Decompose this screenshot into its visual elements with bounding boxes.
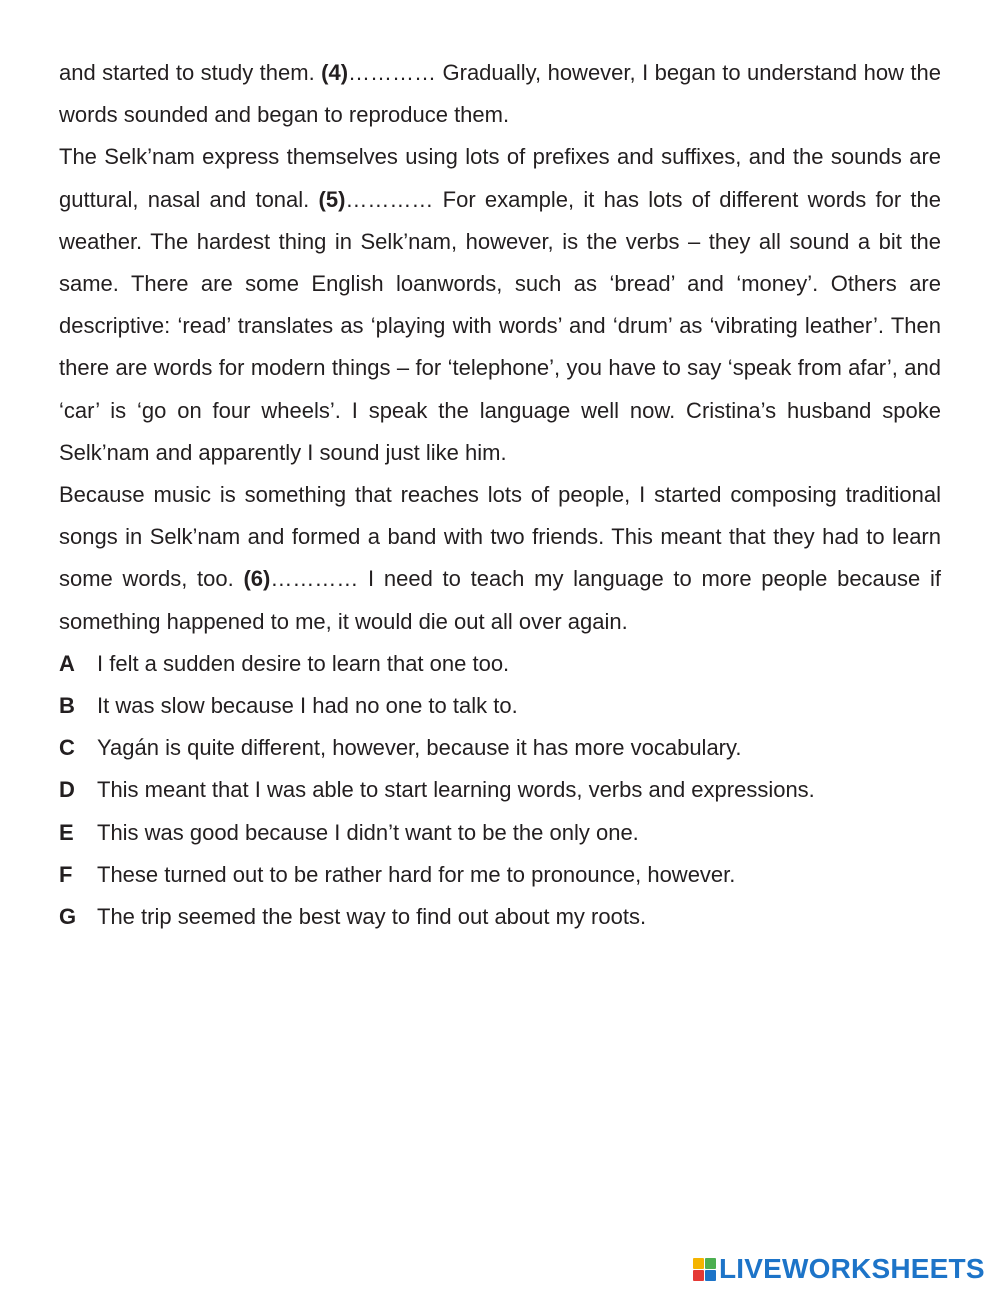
option-letter: D bbox=[59, 777, 75, 803]
logo-block-red bbox=[693, 1270, 704, 1281]
option-text: This was good because I didn’t want to be the only one. bbox=[97, 819, 639, 845]
paragraph-text-after: Gradually, however, I began to understand how the words sounded and began to reproduce them. bbox=[59, 60, 941, 128]
option-letter: E bbox=[59, 819, 74, 845]
option-letter: B bbox=[59, 693, 75, 719]
logo-block-yellow bbox=[693, 1258, 704, 1269]
option-text: The trip seemed the best way to find out about my roots. bbox=[97, 903, 647, 929]
paragraph-text-before: and started to study them. bbox=[59, 60, 315, 85]
option-g bbox=[59, 896, 941, 938]
option-b bbox=[59, 685, 941, 727]
option-text: These turned out to be rather hard for me to pronounce, however. bbox=[97, 861, 736, 887]
logo-blocks-icon bbox=[693, 1258, 716, 1281]
paragraph-text-before: The Selk’nam express themselves using lots of prefixes and suffixes, and the sounds are guttural, nasal and tonal. bbox=[59, 144, 941, 212]
option-letter: G bbox=[59, 903, 77, 929]
option-letter: A bbox=[59, 650, 75, 676]
gap-label-4: (4) bbox=[321, 60, 349, 85]
option-e bbox=[59, 812, 941, 854]
paragraph-4 bbox=[59, 52, 941, 136]
gap-blank-5[interactable]: ………… bbox=[345, 186, 434, 212]
answer-options-list bbox=[59, 643, 941, 938]
option-text: This meant that I was able to start learning words, verbs and expressions. bbox=[97, 777, 815, 803]
logo-block-green bbox=[705, 1258, 716, 1269]
paragraph-6 bbox=[59, 474, 941, 643]
paragraph-text-before: Because music is something that reaches lots of people, I started composing traditional songs in Selk’nam and formed a band with two friends. This meant that they had to learn some words, too. bbox=[59, 482, 941, 592]
gap-label-5: (5) bbox=[318, 186, 346, 212]
logo-text: LIVEWORKSHEETS bbox=[719, 1253, 985, 1284]
option-text: It was slow because I had no one to talk to. bbox=[97, 693, 518, 719]
option-d bbox=[59, 769, 941, 811]
option-letter: C bbox=[59, 735, 75, 761]
paragraph-text-after: I need to teach my language to more people because if something happened to me, it would die out all over again. bbox=[59, 566, 941, 634]
paragraph-text-after: For example, it has lots of different words for the weather. The hardest thing in Selk’nam, however, is the verbs – they all sound a bit the same. There are some English loanwords, such as ‘bread’ and ‘money’. Others are descriptive: ‘read’ translates as ‘playing with words’ and ‘drum’ as ‘vibrating leather’. Then there are words for modern things – for ‘telephone’, you have to say ‘speak from afar’, and ‘car’ is ‘go on four wheels’. I speak the language well now. Cristina’s husband spoke Selk’nam and apparently I sound just like him. bbox=[59, 186, 941, 465]
paragraph-5 bbox=[59, 136, 941, 474]
liveworksheets-logo bbox=[693, 1252, 993, 1286]
option-a bbox=[59, 643, 941, 685]
option-f bbox=[59, 854, 941, 896]
gap-blank-4[interactable]: ………… bbox=[348, 60, 437, 85]
option-text: Yagán is quite different, however, because it has more vocabulary. bbox=[97, 735, 742, 761]
gap-label-6: (6) bbox=[243, 566, 271, 592]
worksheet-page bbox=[59, 52, 941, 938]
option-c bbox=[59, 727, 941, 769]
option-text: I felt a sudden desire to learn that one too. bbox=[97, 650, 510, 676]
option-letter: F bbox=[59, 861, 73, 887]
gap-blank-6[interactable]: ………… bbox=[270, 566, 359, 592]
logo-block-blue bbox=[705, 1270, 716, 1281]
